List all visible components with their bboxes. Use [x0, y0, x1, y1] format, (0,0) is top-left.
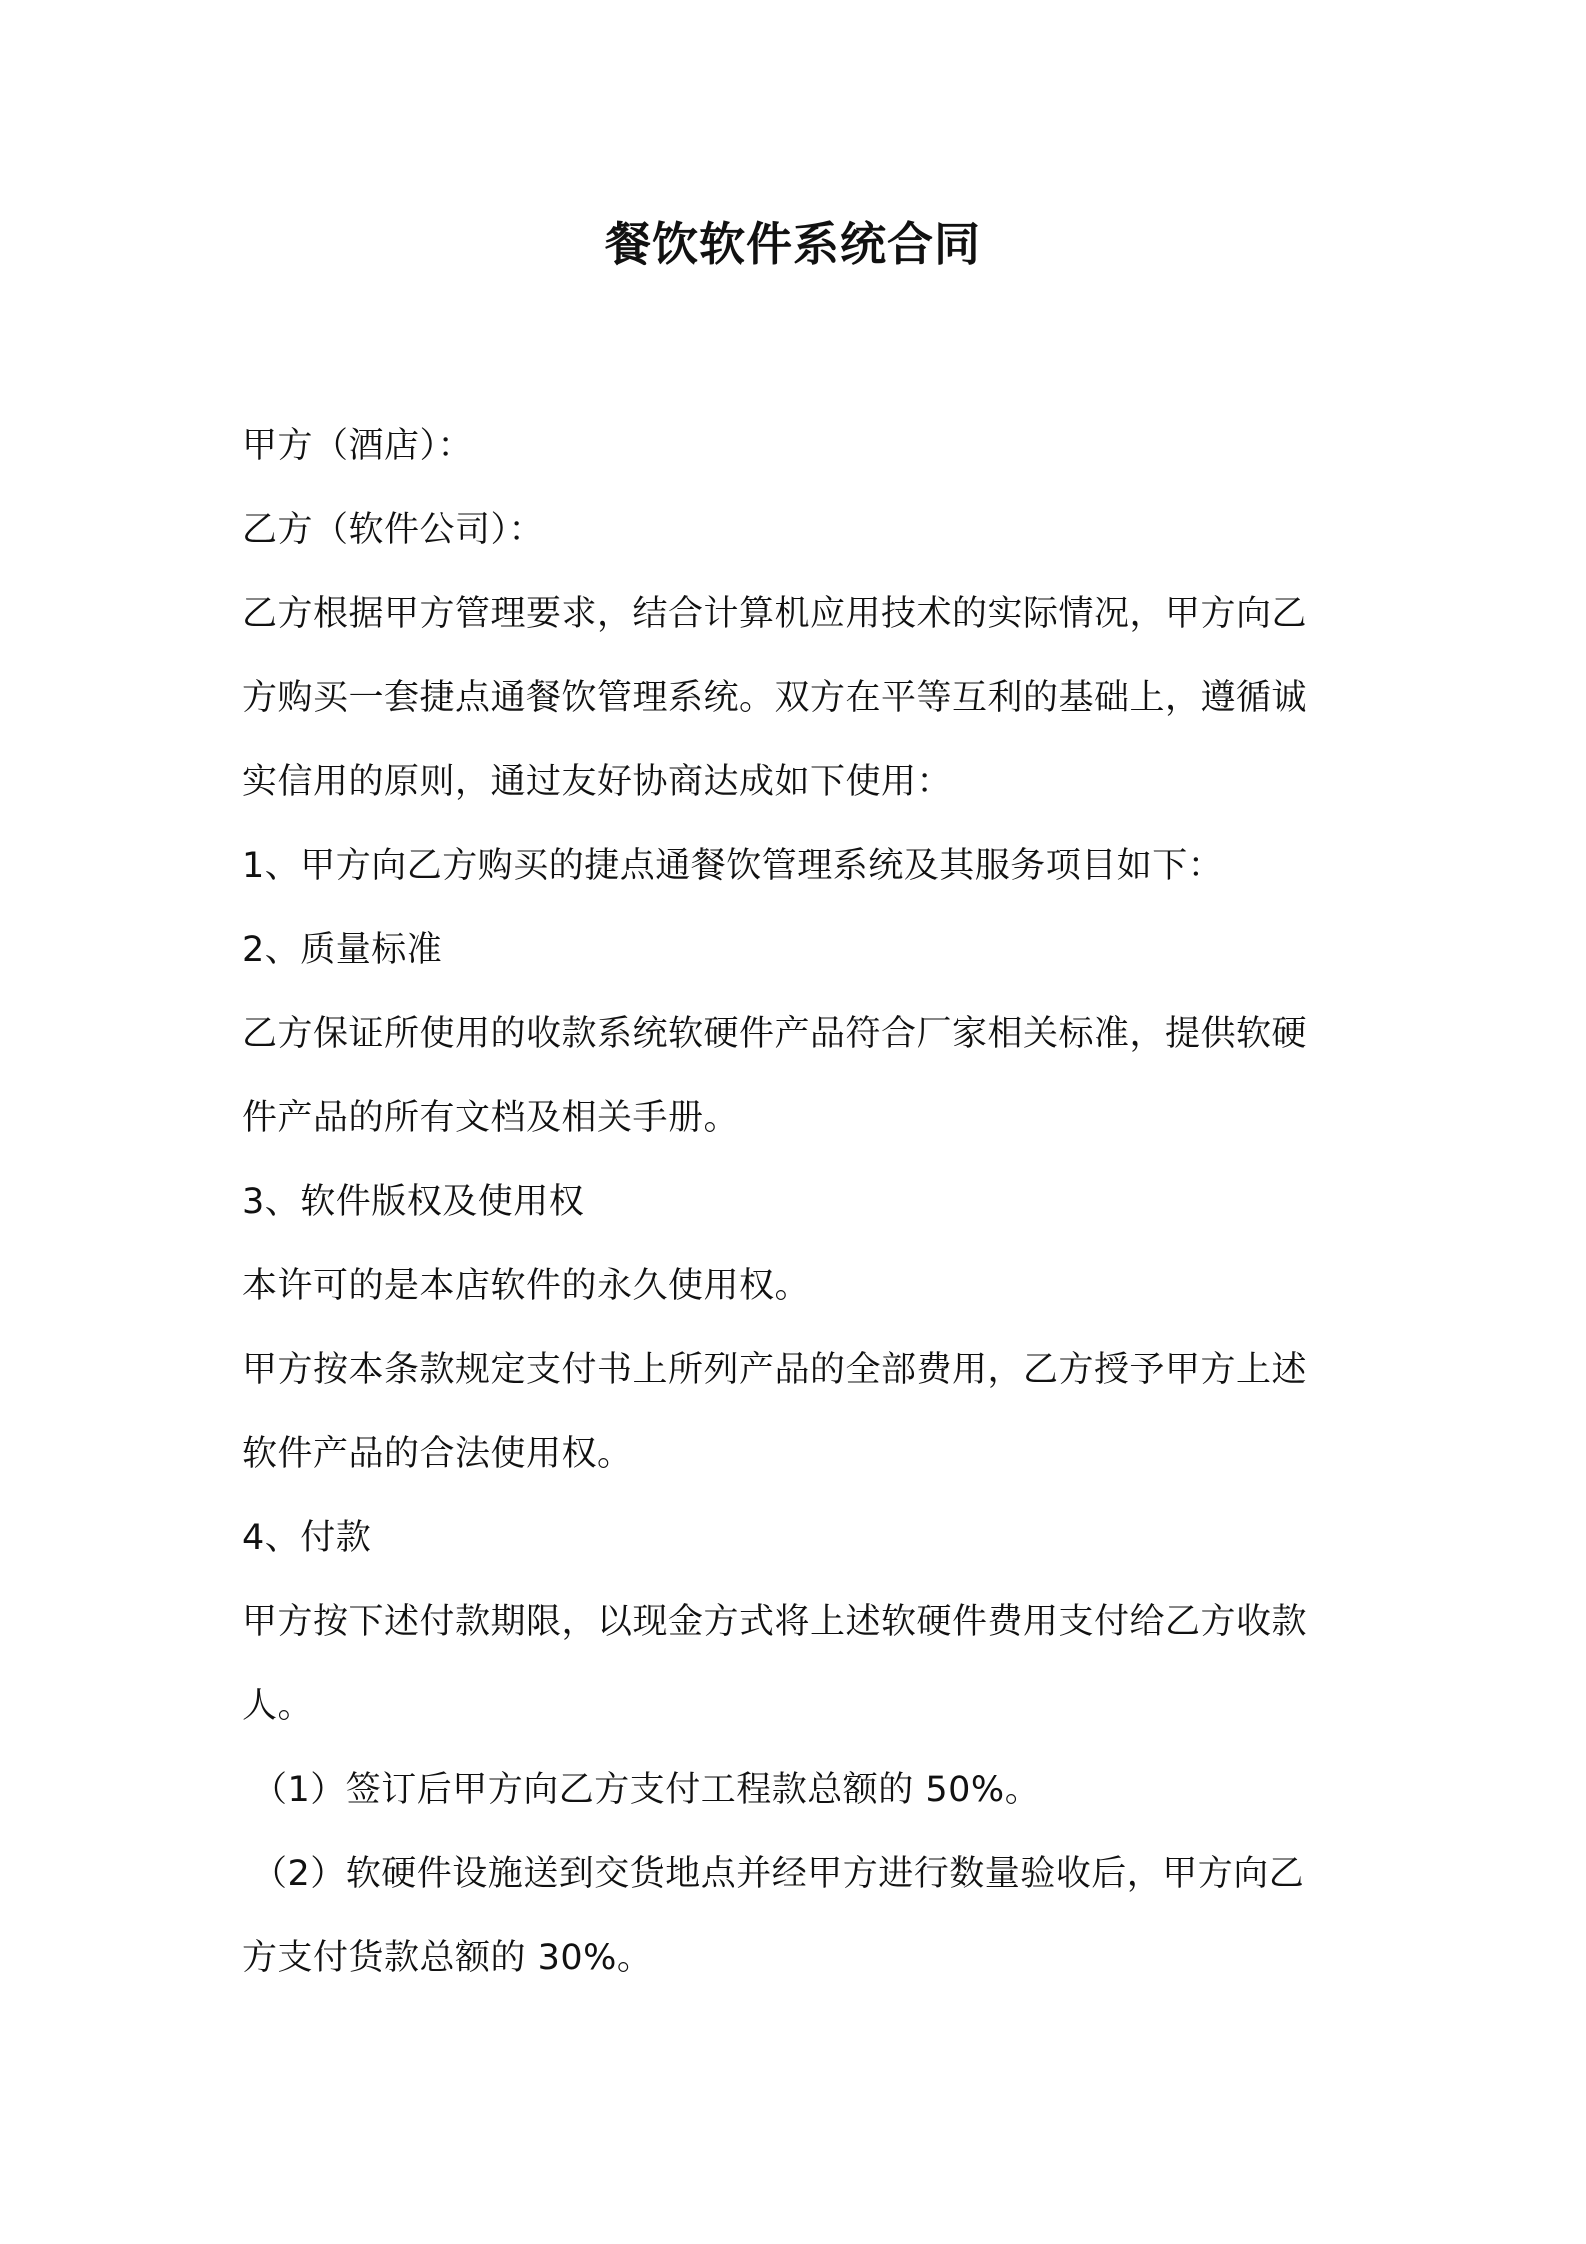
clause-2-text-line-2: 件产品的所有文档及相关手册。 — [242, 1098, 740, 1138]
clause-3-text-line-2: 甲方按本条款规定支付书上所列产品的全部费用，乙方授予甲方上述 — [242, 1350, 1308, 1390]
clause-2-text-line-1: 乙方保证所使用的收款系统软硬件产品符合厂家相关标准，提供软硬 — [242, 1014, 1308, 1054]
clause-4-heading: 4、付款 — [242, 1518, 372, 1558]
document-body — [242, 404, 1354, 2000]
clause-4-text-line-1: 甲方按下述付款期限，以现金方式将上述软硬件费用支付给乙方收款 — [242, 1602, 1308, 1642]
payment-item-1: （1）签订后甲方向乙方支付工程款总额的 50%。 — [252, 1770, 1041, 1810]
payment-item-2-line-2: 方支付货款总额的 30%。 — [242, 1938, 653, 1978]
preamble-line-2: 方购买一套捷点通餐饮管理系统。双方在平等互利的基础上，遵循诚 — [242, 678, 1308, 718]
clause-3-text-line-3: 软件产品的合法使用权。 — [242, 1434, 633, 1474]
party-b-line: 乙方（软件公司）： — [242, 510, 545, 550]
clause-3-text-line-1: 本许可的是本店软件的永久使用权。 — [242, 1266, 811, 1306]
preamble-line-1: 乙方根据甲方管理要求，结合计算机应用技术的实际情况，甲方向乙 — [242, 594, 1308, 634]
clause-1-heading: 1、甲方向乙方购买的捷点通餐饮管理系统及其服务项目如下： — [242, 846, 1224, 886]
preamble-line-3: 实信用的原则，通过友好协商达成如下使用： — [242, 762, 953, 802]
clause-2-heading: 2、质量标准 — [242, 930, 443, 970]
payment-item-2-line-1: （2）软硬件设施送到交货地点并经甲方进行数量验收后，甲方向乙 — [252, 1854, 1305, 1894]
clause-3-heading: 3、软件版权及使用权 — [242, 1182, 585, 1222]
clause-4-text-line-2: 人。 — [242, 1686, 314, 1726]
document-title: 餐饮软件系统合同 — [605, 217, 981, 271]
party-a-line: 甲方（酒店）： — [242, 426, 474, 466]
